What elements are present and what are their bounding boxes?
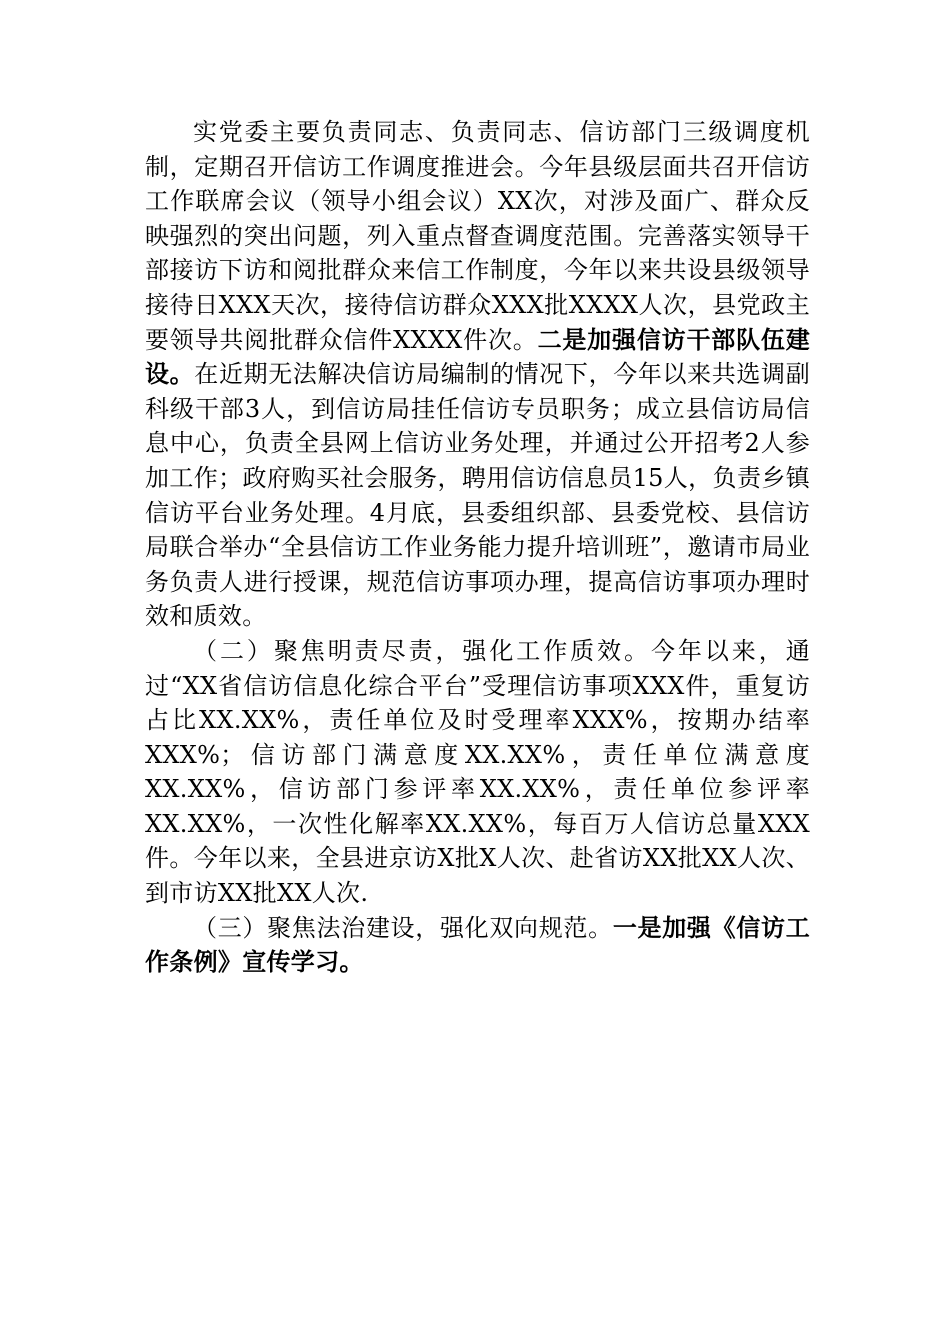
paragraph-3: [145, 911, 810, 980]
paragraph-2-text: （二）聚焦明责尽责，强化工作质效。今年以来，通过“XX省信访信息化综合平台”受理信访事项XXX件，重复访占比XX.XX%，责任单位及时受理率XXX%，按期办结率XXX%；信访部门满意度XX.XX%，责任单位满意度XX.XX%，信访部门参评率XX.XX%，责任单位参评率XX.XX%，一次性化解率XX.XX%，每百万人信访总量XXX件。今年以来，全县进京访X批X人次、赴省访XX批XX人次、到市访XX批XX人次.: [145, 636, 810, 908]
paragraph-2: [145, 634, 810, 911]
paragraph-1: [145, 115, 810, 634]
paragraph-1-text-b: 在近期无法解决信访局编制的情况下，今年以来共选调副科级干部3人，到信访局挂任信访专员职务；成立县信访局信息中心，负责全县网上信访业务处理，并通过公开招考2人参加工作；政府购买社会服务，聘用信访信息员15人，负责乡镇信访平台业务处理。4月底，县委组织部、县委党校、县信访局联合举办“全县信访工作业务能力提升培训班”，邀请市局业务负责人进行授课，规范信访事项办理，提高信访事项办理时效和质效。: [145, 360, 811, 631]
document-body: [145, 115, 810, 980]
paragraph-3-text: （三）聚焦法治建设，强化双向规范。: [193, 913, 613, 942]
paragraph-1-text-a: 实党委主要负责同志、负责同志、信访部门三级调度机制，定期召开信访工作调度推进会。今年县级层面共召开信访工作联席会议（领导小组会议）XX次，对涉及面广、群众反映强烈的突出问题，列入重点督查调度范围。完善落实领导干部接访下访和阅批群众来信工作制度，今年以来共设县级领导接待日XXX天次，接待信访群众XXX批XXXX人次，县党政主要领导共阅批群众信件XXXX件次。: [145, 118, 810, 354]
paragraph-3-heading-bold: 一是加强《信访工作条例》宣传学习。: [145, 913, 810, 977]
paragraph-1-heading-bold: 二是加强信访干部队伍建设。: [145, 325, 810, 389]
